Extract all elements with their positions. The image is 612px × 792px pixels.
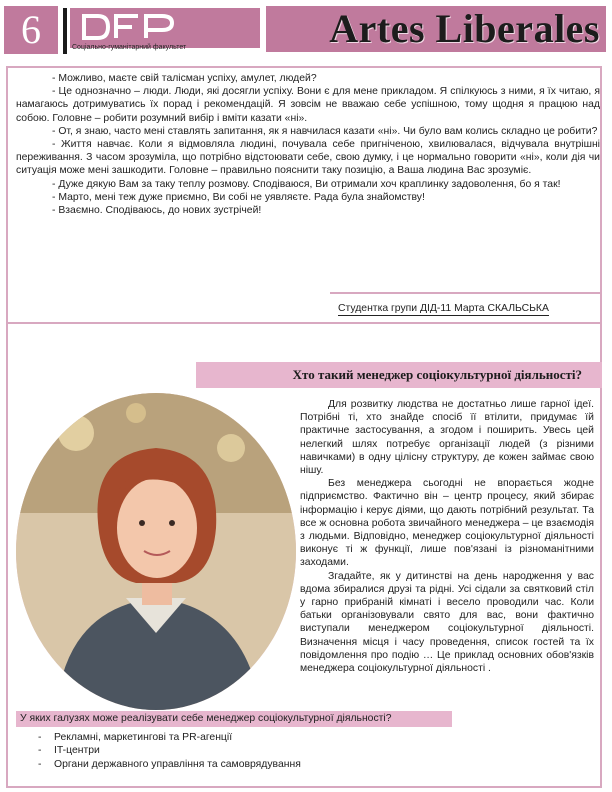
article-paragraph: Для розвитку людства не достатньо лише гарної ідеї. Потрібні ті, хто знайде спосіб її втілити, придумає їй практичне застосування, а згодом і поширить. Увесь цей нелегкий шлях потребує організації людей (з різними навичками) в одну цілісну структуру, де кожен займає свою нішу.	[300, 399, 594, 477]
header-divider	[63, 8, 67, 54]
student-photo	[16, 393, 296, 710]
interview-paragraph: - Можливо, маєте свій талісман успіху, амулет, людей?	[52, 73, 317, 84]
page-number: 6	[4, 6, 58, 54]
interview-paragraph: - Це однозначно – люди. Люди, які досягли успіху. Вони є для мене прикладом. Я спілкуюсь з ними, я їх читаю, я намагаюсь дотримуватись їх порад і рекомендацій. Я зовсім не вважаю себе успішною, тому щодня я працюю над собою. Головне – робити розумний вибір і вміти казати «ні».	[16, 86, 600, 124]
interview-text	[16, 72, 600, 217]
interview-paragraph: - Дуже дякую Вам за таку теплу розмову. Сподіваюся, Ви отримали хоч краплинку задоволення, бо я так!	[52, 178, 561, 190]
faculty-logo	[70, 8, 260, 48]
divider-line	[330, 292, 600, 294]
faculty-name: Соціально-гуманітарний факультет	[72, 44, 187, 51]
fields-list	[54, 731, 301, 771]
article-heading: Хто такий менеджер соціокультурної діяльності?	[292, 367, 582, 382]
article-heading-bar	[196, 362, 602, 388]
page-header	[0, 0, 612, 60]
article-paragraph: Без менеджера сьогодні не впорається жодне підприємство. Фактично він – центр процесу, який збирає інформацію і керує діями, що дають потрібний результат. Та все ж основна робота звичайного менеджера – це взаємодія з людьми. Відповідно, менеджер соціокультурної діяльності виконує ті ж функції, лише пов'язані із різноманітними заходами.	[300, 478, 594, 569]
interview-author: Студентка групи ДІД-11 Марта СКАЛЬСЬКА	[338, 303, 549, 314]
portrait-illustration	[16, 393, 296, 710]
article-paragraph: Згадайте, як у дитинстві на день народження у вас вдома збиралися друзі та рідні. Усі сідали за святковий стіл у гарно прибраній кімнаті і весело проводили час. Коли батьки організовували свято для вас, вони фактично виступали менеджером соціокультурної діяльності. Визначення місця і часу проведення, список гостей та їх повідомлення про подію … Це приклад основних обов'язків менеджера соціокультурної діяльності .	[300, 570, 594, 675]
list-item: - IT-центри	[54, 744, 301, 757]
list-item: - Рекламні, маркетингові та PR-агенції	[54, 731, 301, 744]
fields-heading: У яких галузях може реалізувати себе менеджер соціокультурної діяльності?	[16, 711, 452, 727]
interview-paragraph: - Життя навчає. Коли я відмовляла людині, почувала себе пригніченою, хвилювалася, відчувала внутрішні переживання. З часом зрозуміла, що потрібно відстоювати себе, свою думку, і це нормально говорити «ні», коли дія чи ситуація може мені зашкодити. Головне – правильно пояснити таку позицію, а Ваша людина Вас зрозуміє.	[16, 139, 600, 177]
magazine-title: Artes Liberales	[266, 6, 606, 52]
section-divider	[6, 322, 602, 324]
interview-paragraph: - От, я знаю, часто мені ставлять запитання, як я навчилася казати «ні». Чи було вам колись складно це робити?	[52, 125, 598, 137]
article-body	[300, 398, 594, 675]
interview-paragraph: - Взаємно. Сподіваюсь, до нових зустрічей!	[52, 205, 262, 217]
list-item: - Органи державного управління та самоврядування	[54, 758, 301, 771]
dfp-logo-icon	[80, 12, 180, 42]
interview-paragraph: - Марто, мені теж дуже приємно, Ви собі не уявляєте. Рада була знайомству!	[52, 191, 425, 203]
